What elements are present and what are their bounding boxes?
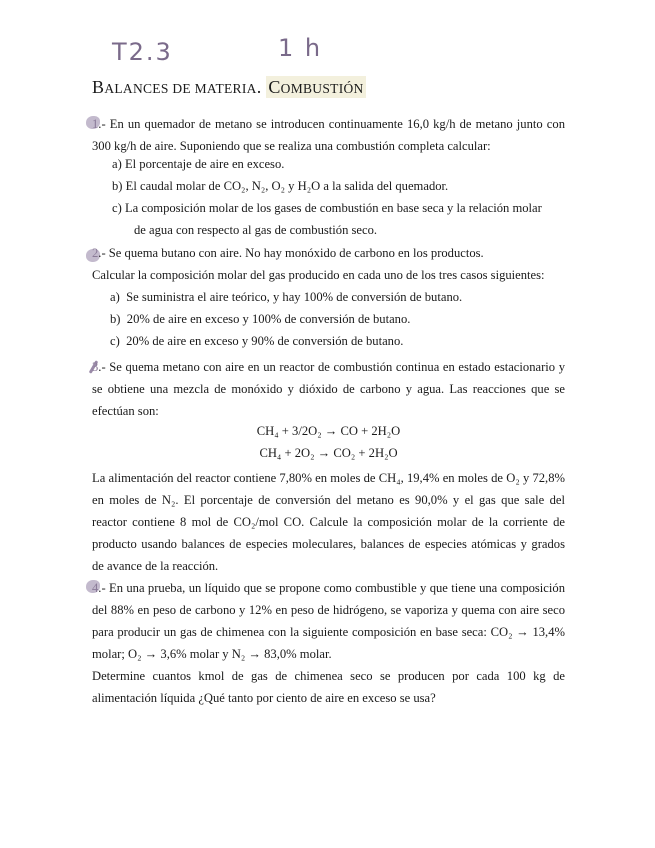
problem-4-text: .- En una prueba, un líquido que se propone como combustible y que tiene una composición del 88% en peso de carbono y 12% en peso de hidrógeno, se vaporiza y quema con aire seco para producir un gas de chimenea con la siguiente composición en base seca: CO₂ → 13,4% molar; O₂ → 3,6% molar y N₂ → 83,0% molar. xyxy=(92,581,565,661)
page-title xyxy=(92,77,366,98)
problem-2-item-b xyxy=(110,312,410,327)
problem-2-line2: Calcular la composición molar del gas producido en cada uno de los tres casos siguientes: xyxy=(92,268,545,282)
item-text: 20% de aire en exceso y 90% de conversión de butano. xyxy=(126,334,404,348)
equation-2: CH₄ + 2O₂ → CO₂ + 2H₂O xyxy=(259,446,398,460)
problem-1-item-a xyxy=(112,157,284,172)
problem-3-text: .- Se quema metano con aire en un reactor de combustión continua en estado estacionario y se obtiene una mezcla de monóxido y dióxido de carbono y agua. Las reacciones que se efectúan son: xyxy=(92,360,565,418)
problem-1-item-c-cont: de agua con respecto al gas de combustión seco. xyxy=(134,223,378,237)
problem-4-number: 4 xyxy=(92,581,99,595)
problem-2-intro xyxy=(92,246,484,261)
problem-2-item-a xyxy=(110,290,462,305)
item-label: c) xyxy=(112,201,122,215)
problem-2-item-c xyxy=(110,334,403,349)
problem-3-body: La alimentación del reactor contiene 7,80% en moles de CH₄, 19,4% en moles de O₂ y 72,8% en moles de N₂. El porcentaje de conversión del metano es 90,0% y el gas que sale del reactor contiene 8 mol de CO₂/mol CO. Calcule la composición molar de la corriente de producto usando balances de especies moleculares, balances de especies atómicas y grados de avance de la reacción. xyxy=(92,471,565,573)
title-cap-1: B xyxy=(92,77,105,97)
handwritten-code: T2.3 xyxy=(112,38,173,66)
problem-2-text: .- Se quema butano con aire. No hay monóxido de carbono en los productos. xyxy=(98,246,484,260)
title-rest-2: OMBUSTIÓN xyxy=(280,81,364,96)
problem-3-intro xyxy=(92,356,565,422)
problem-2-number: 2 xyxy=(92,246,99,260)
problem-3-number: 3 xyxy=(92,360,99,374)
item-text: 20% de aire en exceso y 100% de conversión de butano. xyxy=(126,312,411,326)
item-text: Se suministra el aire teórico, y hay 100% de conversión de butano. xyxy=(126,290,463,304)
item-label: a) xyxy=(112,157,122,171)
title-highlight xyxy=(266,76,365,98)
equation-1: CH₄ + 3/2O₂ → CO + 2H₂O xyxy=(256,424,401,438)
item-label: a) xyxy=(110,290,120,304)
item-text: La composición molar de los gases de combustión en base seca y la relación molar xyxy=(124,201,542,215)
item-text: El porcentaje de aire en exceso. xyxy=(124,157,285,171)
item-label: b) xyxy=(110,312,121,326)
title-rest-1: ALANCES DE MATERIA xyxy=(104,81,257,96)
problem-4-body: Determine cuantos kmol de gas de chimenea seco se producen por cada 100 kg de alimentación líquida ¿Qué tanto por ciento de aire en exceso se usa? xyxy=(92,669,565,705)
problem-1-text: .- En un quemador de metano se introducen continuamente 16,0 kg/h de metano junto con 300 kg/h de aire. Suponiendo que se realiza una combustión completa calcular: xyxy=(92,117,565,153)
item-label: b) xyxy=(112,179,123,193)
title-cap-2: C xyxy=(268,77,281,97)
problem-1-intro xyxy=(92,113,565,157)
problem-4-intro xyxy=(92,577,565,665)
problem-1-number: 1 xyxy=(92,117,99,131)
item-text: El caudal molar de CO₂, N₂, O₂ y H₂O a la salida del quemador. xyxy=(125,179,449,193)
title-sep: . xyxy=(256,77,267,97)
problem-1-item-b xyxy=(112,179,448,194)
item-label: c) xyxy=(110,334,120,348)
problem-1-item-c xyxy=(112,201,542,216)
handwritten-time: 1 h xyxy=(278,34,323,62)
